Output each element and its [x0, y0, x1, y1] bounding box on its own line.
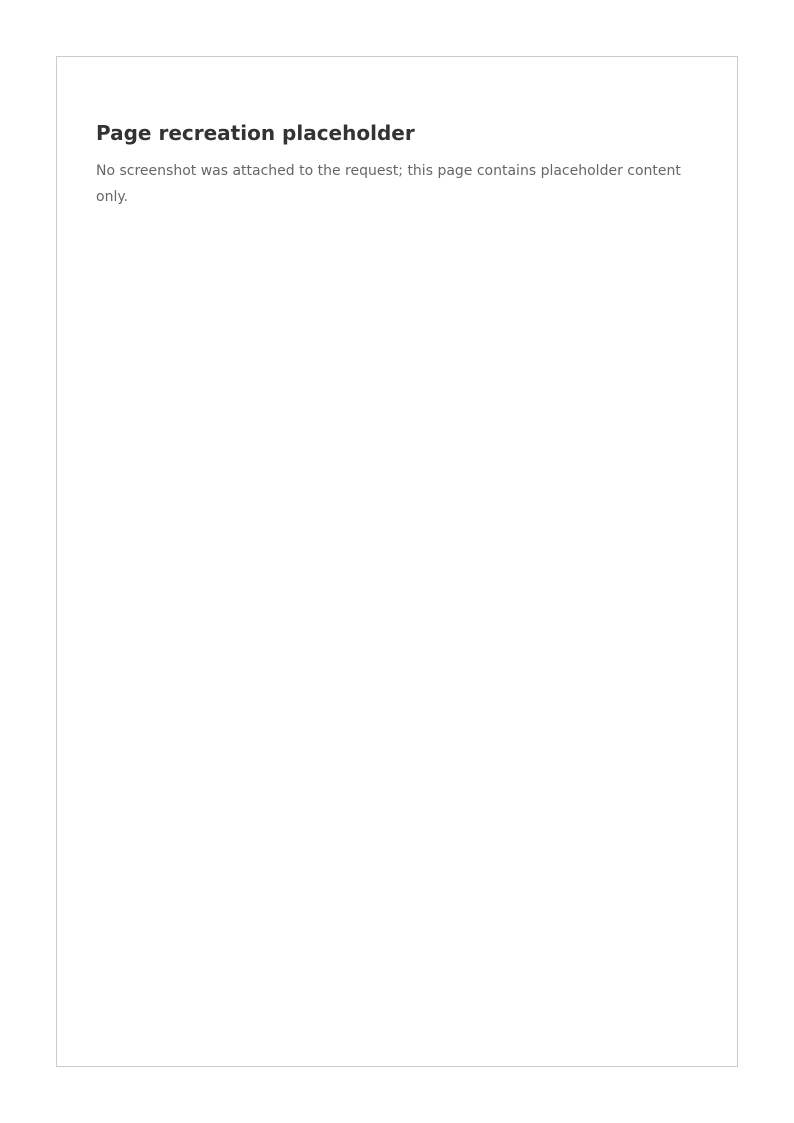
placeholder-box [96, 120, 698, 210]
placeholder-note: No screenshot was attached to the request; this page contains placeholder content only. [96, 163, 681, 205]
placeholder-title: Page recreation placeholder [96, 121, 415, 145]
